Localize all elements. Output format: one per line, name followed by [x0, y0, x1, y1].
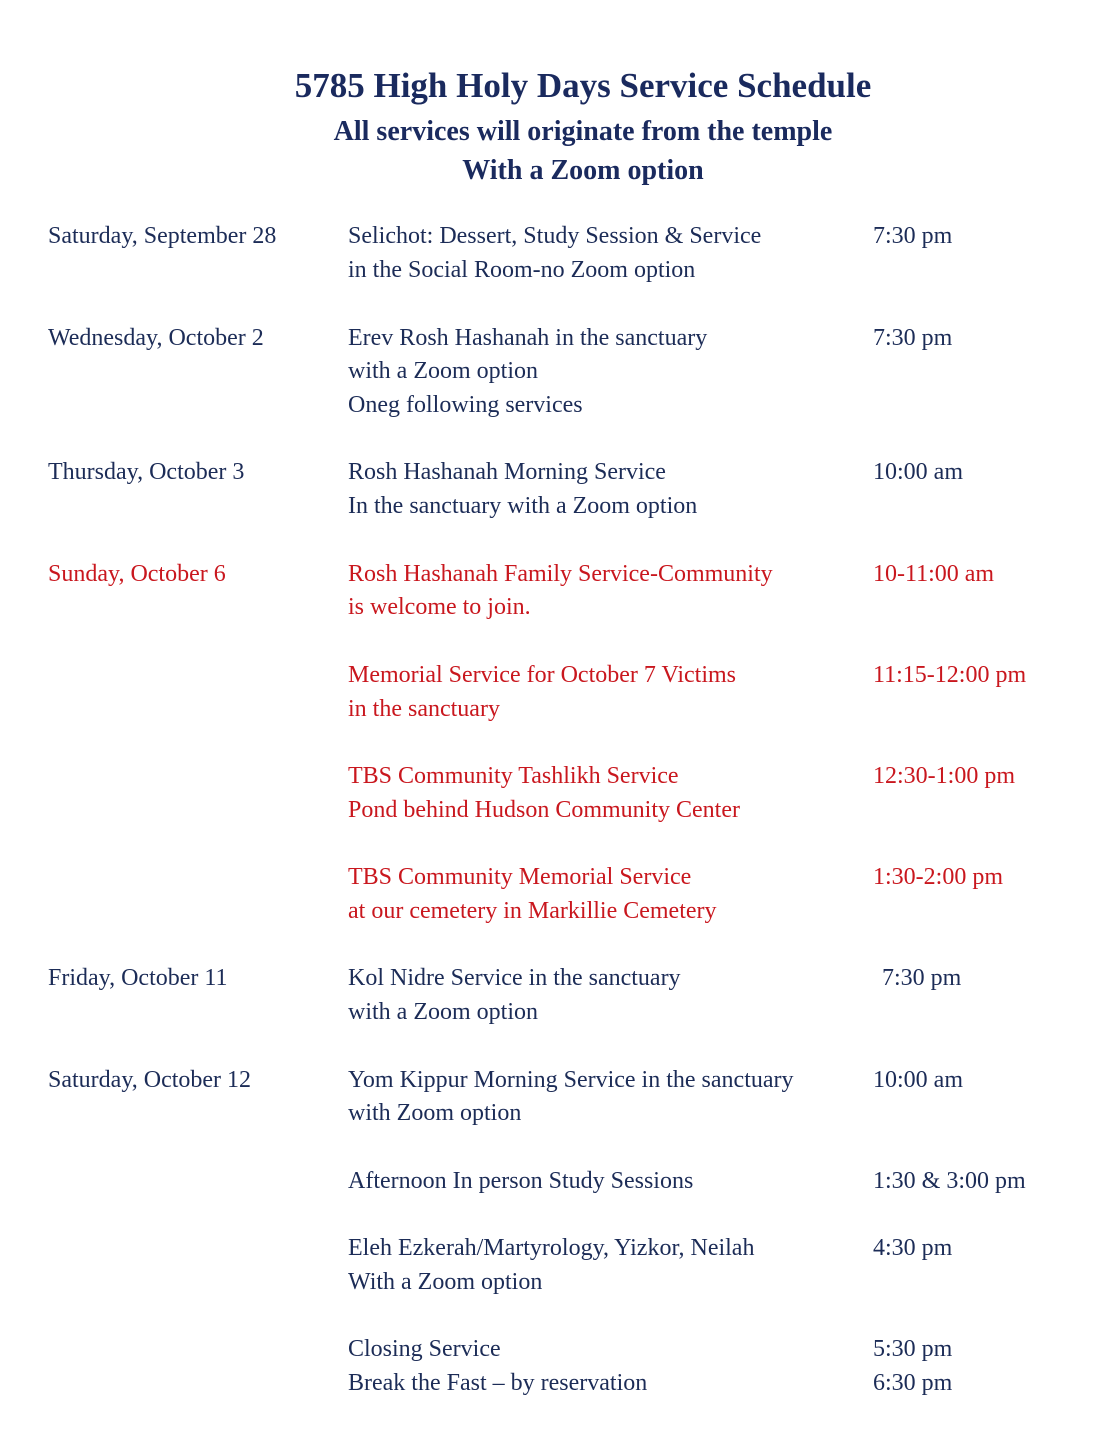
- entry-description: Selichot: Dessert, Study Session & Service: [348, 223, 762, 249]
- entry-date: Saturday, October 12: [48, 1067, 252, 1093]
- entry-time: 6:30 pm: [873, 1370, 953, 1396]
- entry-description: Rosh Hashanah Family Service-Community: [348, 561, 773, 587]
- entry-time: 7:30 pm: [882, 965, 962, 991]
- entry-description: Yom Kippur Morning Service in the sanctuary: [348, 1067, 794, 1093]
- entry-description: at our cemetery in Markillie Cemetery: [348, 898, 717, 924]
- entry-date: Friday, October 11: [48, 965, 228, 991]
- entry-time: 4:30 pm: [873, 1235, 953, 1261]
- page-title: 5785 High Holy Days Service Schedule: [294, 66, 872, 105]
- entry-description: with Zoom option: [348, 1100, 522, 1126]
- entry-time: 11:15-12:00 pm: [873, 662, 1027, 688]
- entry-time: 7:30 pm: [873, 325, 953, 351]
- entry-time: 10:00 am: [873, 459, 963, 485]
- entry-description: Eleh Ezkerah/Martyrology, Yizkor, Neilah: [348, 1235, 755, 1261]
- entry-description: TBS Community Memorial Service: [348, 864, 692, 890]
- subtitle-origin: All services will originate from the temple: [333, 116, 833, 147]
- entry-description: Erev Rosh Hashanah in the sanctuary: [348, 325, 708, 351]
- entry-description: TBS Community Tashlikh Service: [348, 763, 679, 789]
- entry-time: 5:30 pm: [873, 1336, 953, 1362]
- entry-description: with a Zoom option: [348, 358, 538, 384]
- entry-date: Thursday, October 3: [48, 459, 245, 485]
- entry-description: Memorial Service for October 7 Victims: [348, 662, 737, 688]
- entry-description: Kol Nidre Service in the sanctuary: [348, 965, 681, 991]
- entry-description: with a Zoom option: [348, 999, 538, 1025]
- entry-date: Sunday, October 6: [48, 561, 226, 587]
- entry-time: 1:30 & 3:00 pm: [873, 1168, 1026, 1194]
- entry-description: in the sanctuary: [348, 696, 500, 722]
- entry-description: With a Zoom option: [348, 1269, 543, 1295]
- entry-description: Closing Service: [348, 1336, 501, 1362]
- entry-description: In the sanctuary with a Zoom option: [348, 493, 698, 519]
- entry-description: Oneg following services: [348, 392, 583, 418]
- entry-description: Pond behind Hudson Community Center: [348, 797, 740, 823]
- entry-time: 10:00 am: [873, 1067, 963, 1093]
- entry-time: 7:30 pm: [873, 223, 953, 249]
- subtitle-zoom: With a Zoom option: [462, 155, 704, 186]
- entry-time: 12:30-1:00 pm: [873, 763, 1015, 789]
- entry-description: Rosh Hashanah Morning Service: [348, 459, 666, 485]
- entry-time: 1:30-2:00 pm: [873, 864, 1003, 890]
- entry-description: is welcome to join.: [348, 594, 531, 620]
- entry-description: Break the Fast – by reservation: [348, 1370, 648, 1396]
- entry-date: Wednesday, October 2: [48, 325, 264, 351]
- entry-date: Saturday, September 28: [48, 223, 277, 249]
- entry-description: in the Social Room-no Zoom option: [348, 257, 696, 283]
- entry-time: 10-11:00 am: [873, 561, 995, 587]
- entry-description: Afternoon In person Study Sessions: [348, 1168, 694, 1194]
